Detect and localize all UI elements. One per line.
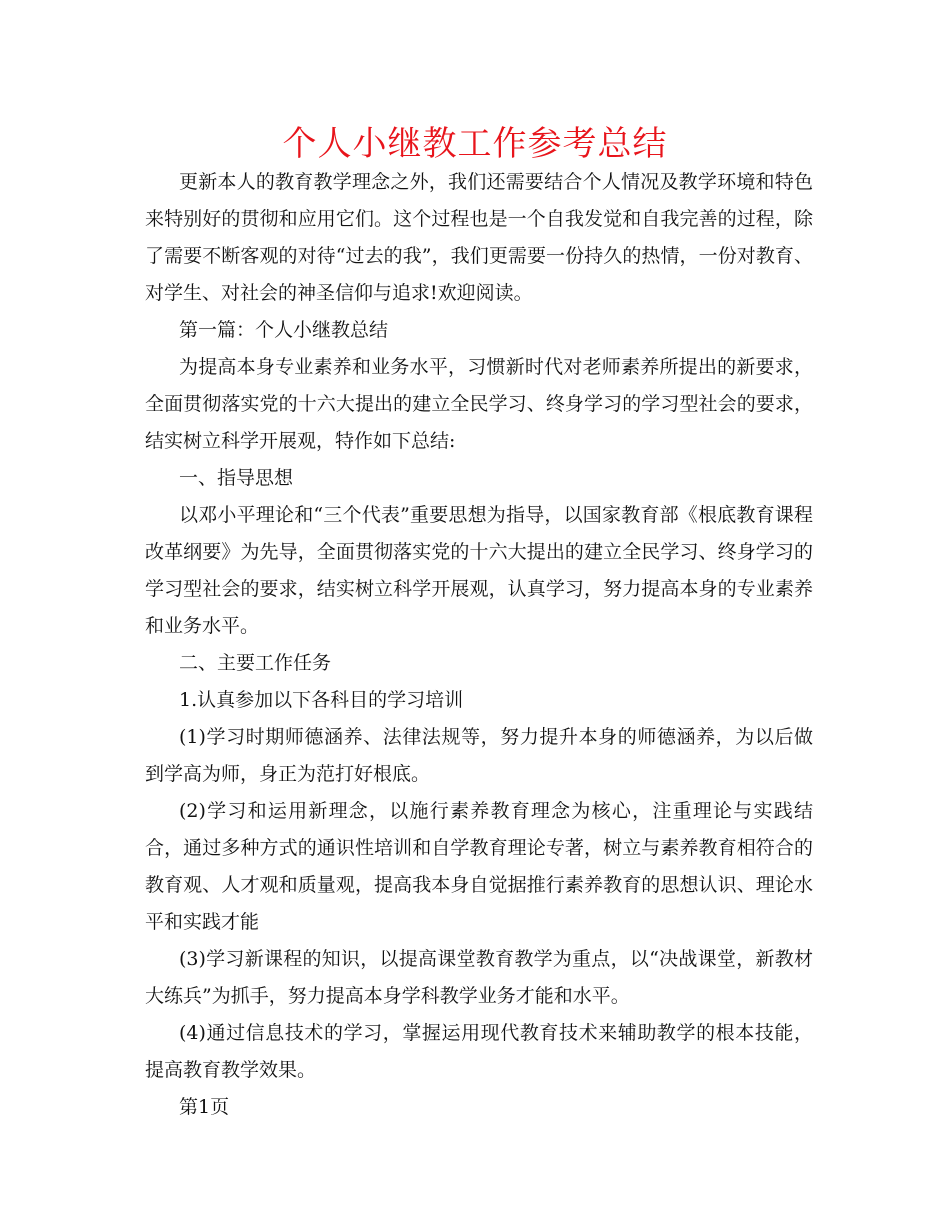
list-item: (4)通过信息技术的学习，掌握运用现代教育技术来辅助教学的根本技能，提高教育教学效果。 bbox=[145, 1022, 813, 1081]
list-item: (3)学习新课程的知识，以提高课堂教育教学为重点，以“决战课堂，新教材大练兵”为抓手，努力提高本身学科教学业务才能和水平。 bbox=[145, 948, 813, 1007]
document-title: 个人小继教工作参考总结 bbox=[282, 124, 668, 164]
section-heading-main-tasks: 二、主要工作任务 bbox=[179, 652, 332, 674]
body-paragraph: 为提高本身专业素养和业务水平，习惯新时代对老师素养所提出的新要求，全面贯彻落实党的十六大提出的建立全民学习、终身学习的学习型社会的要求，结实树立科学开展观，特作如下总结: bbox=[145, 356, 813, 452]
page-number: 第1页 bbox=[179, 1096, 230, 1118]
subheading-training: 1.认真参加以下各科目的学习培训 bbox=[179, 689, 464, 711]
intro-paragraph: 更新本人的教育教学理念之外，我们还需要结合个人情况及教学环境和特色来特别好的贯彻和应用它们。这个过程也是一个自我发觉和自我完善的过程，除了需要不断客观的对待“过去的我”，我们更需要一份持久的热情，一份对教育、对学生、对社会的神圣信仰与追求!欢迎阅读。 bbox=[145, 171, 813, 304]
section-heading-part-one: 第一篇：个人小继教总结 bbox=[179, 319, 389, 341]
document-body bbox=[145, 164, 813, 1126]
list-item: (1)学习时期师德涵养、法律法规等，努力提升本身的师德涵养，为以后做到学高为师，身正为范打好根底。 bbox=[145, 726, 813, 785]
section-heading-guiding-thought: 一、指导思想 bbox=[179, 467, 294, 489]
list-item: (2)学习和运用新理念，以施行素养教育理念为核心，注重理论与实践结合，通过多种方式的通识性培训和自学教育理论专著，树立与素养教育相符合的教育观、人才观和质量观，提高我本身自觉据推行素养教育的思想认识、理论水平和实践才能 bbox=[145, 800, 813, 933]
body-paragraph: 以邓小平理论和“三个代表”重要思想为指导，以国家教育部《根底教育课程改革纲要》为先导，全面贯彻落实党的十六大提出的建立全民学习、终身学习的学习型社会的要求，结实树立科学开展观，认真学习，努力提高本身的专业素养和业务水平。 bbox=[145, 504, 813, 637]
